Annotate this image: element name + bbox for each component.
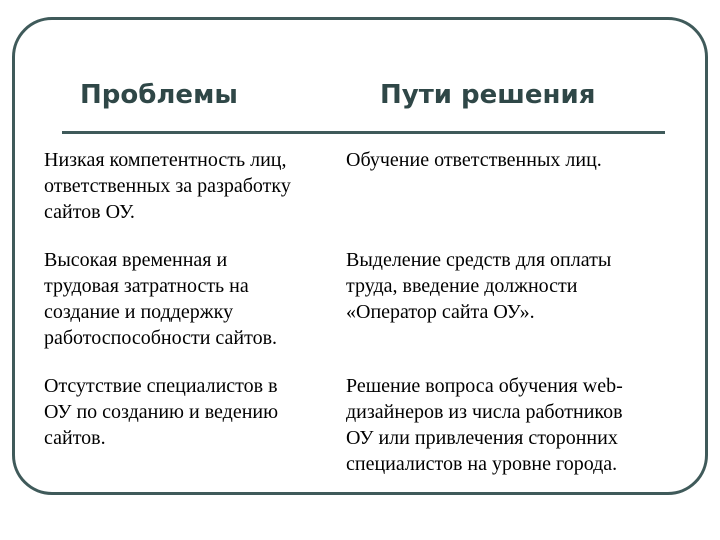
- solution-cell-3: Решение вопроса обучения web- дизайнеров из числа работников ОУ или привлечения сторонних специалистов на уровне города.: [346, 375, 623, 475]
- solution-cell-1: Обучение ответственных лиц.: [346, 149, 602, 171]
- problems-heading: Проблемы: [80, 80, 238, 110]
- solution-cell-2: Выделение средств для оплаты труда, введение должности «Оператор сайта ОУ».: [346, 249, 612, 323]
- problem-cell-2: Высокая временная и трудовая затратность на создание и поддержку работоспособности сайтов.: [44, 249, 278, 349]
- problem-cell-1: Низкая компетентность лиц, ответственных за разработку сайтов ОУ.: [44, 149, 291, 223]
- problem-cell-3: Отсутствие специалистов в ОУ по созданию и ведению сайтов.: [44, 375, 279, 449]
- header-divider: [62, 131, 665, 134]
- solutions-heading: Пути решения: [380, 80, 596, 110]
